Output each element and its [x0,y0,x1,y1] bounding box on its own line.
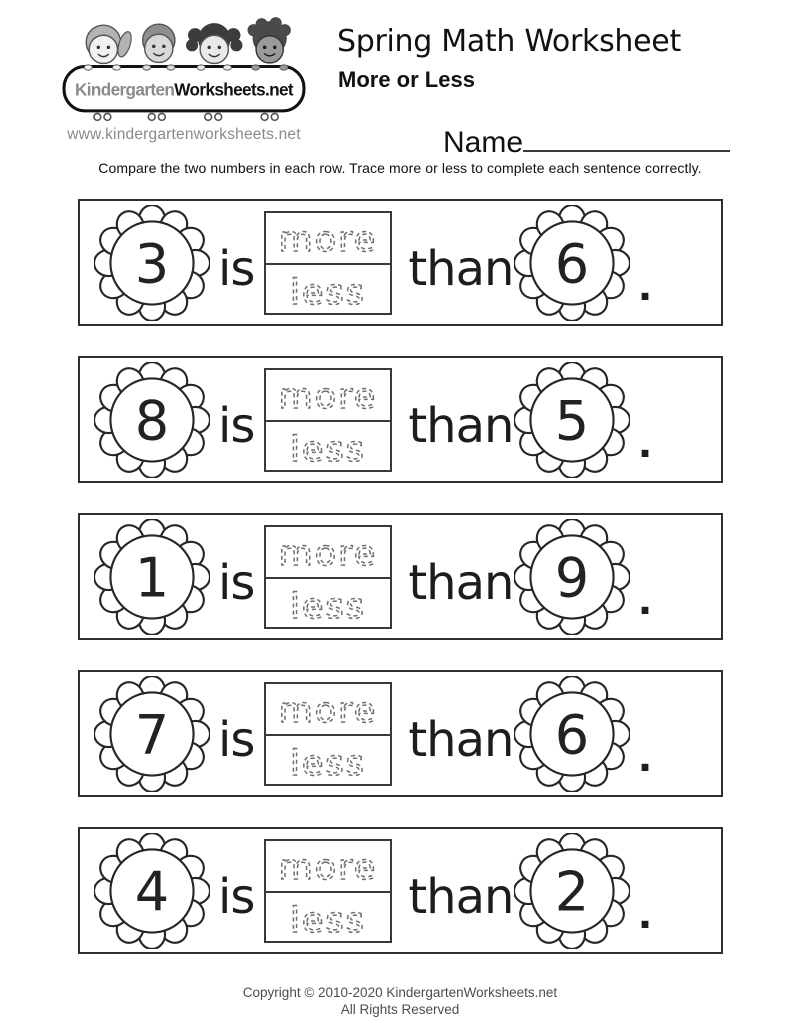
kid-boy-gray-icon [143,24,175,62]
kid-girl-ponytail-icon [86,25,134,63]
flower-right-icon [514,676,630,792]
period-label: . [638,886,652,939]
trace-more-cell[interactable] [266,841,390,891]
trace-more-word: more [279,376,378,417]
kids-logo-icon [58,12,310,125]
header-titles [337,24,681,93]
trace-more-word: more [279,219,378,260]
website-url: www.kindergartenworksheets.net [67,126,301,143]
flower-right-icon [514,362,630,478]
rights-line: All Rights Reserved [340,1002,460,1017]
than-label: than [408,868,514,925]
page-subtitle: More or Less [338,67,475,92]
kid-boy-curly-icon [248,17,291,63]
flower-left-icon [94,676,210,792]
trace-more-word: more [279,690,378,731]
logo-text-kindergarten: Kindergarten [74,79,175,100]
trace-less-word: less [290,586,367,627]
left-number: 7 [134,702,170,766]
trace-less-cell[interactable] [266,263,390,315]
trace-more-cell[interactable] [266,684,390,734]
flower-left-icon [94,205,210,321]
trace-less-word: less [290,743,367,784]
period-label: . [638,258,652,311]
page-title: Spring Math Worksheet [337,24,681,59]
period-label: . [638,415,652,468]
exercise-row-4 [78,670,723,797]
trace-more-word: more [279,847,378,888]
trace-less-cell[interactable] [266,891,390,943]
exercise-rows [78,199,723,984]
name-label: Name [443,126,524,159]
exercise-row-3 [78,513,723,640]
left-number: 4 [134,859,170,923]
left-number: 8 [134,388,170,452]
page-footer [0,984,800,1018]
than-label: than [408,240,514,297]
kindergartenworksheets-logo [58,12,310,144]
exercise-row-5 [78,827,723,954]
trace-less-word: less [290,272,367,313]
exercise-row-2 [78,356,723,483]
kid-girl-pigtails-icon [186,23,242,63]
trace-less-word: less [290,900,367,941]
period-label: . [638,572,652,625]
logo-text [75,80,294,100]
trace-answer-box[interactable] [264,682,392,786]
copyright-line: Copyright © 2010-2020 KindergartenWorksheets.net [242,985,558,1000]
period-label: . [638,729,652,782]
trace-more-word: more [279,533,378,574]
flower-left-icon [94,519,210,635]
right-number: 6 [555,231,590,295]
flower-left-icon [94,362,210,478]
right-number: 6 [555,702,590,766]
trace-answer-box[interactable] [264,368,392,472]
than-label: than [408,554,514,611]
flower-left-icon [94,833,210,949]
is-label: is [218,554,255,611]
exercise-row-1 [78,199,723,326]
right-number: 5 [555,388,590,452]
is-label: is [218,240,255,297]
than-label: than [408,711,514,768]
trace-less-word: less [290,429,367,470]
trace-answer-box[interactable] [264,211,392,315]
right-number: 9 [555,545,590,609]
flower-right-icon [514,833,630,949]
trace-more-cell[interactable] [266,527,390,577]
than-label: than [408,397,514,454]
name-blank-line[interactable] [523,116,730,152]
trace-more-cell[interactable] [266,213,390,263]
trace-answer-box[interactable] [264,839,392,943]
is-label: is [218,868,255,925]
name-field [443,116,730,160]
kids-feet-icon [94,113,278,120]
left-number: 1 [134,545,170,609]
is-label: is [218,711,255,768]
trace-less-cell[interactable] [266,734,390,786]
flower-right-icon [514,519,630,635]
is-label: is [218,397,255,454]
instructions-text: Compare the two numbers in each row. Trace more or less to complete each sentence correctly. [98,160,702,176]
right-number: 2 [555,859,590,923]
logo-text-worksheets: Worksheets.net [174,79,294,100]
trace-more-cell[interactable] [266,370,390,420]
trace-less-cell[interactable] [266,577,390,629]
trace-answer-box[interactable] [264,525,392,629]
left-number: 3 [134,231,170,295]
trace-less-cell[interactable] [266,420,390,472]
flower-right-icon [514,205,630,321]
